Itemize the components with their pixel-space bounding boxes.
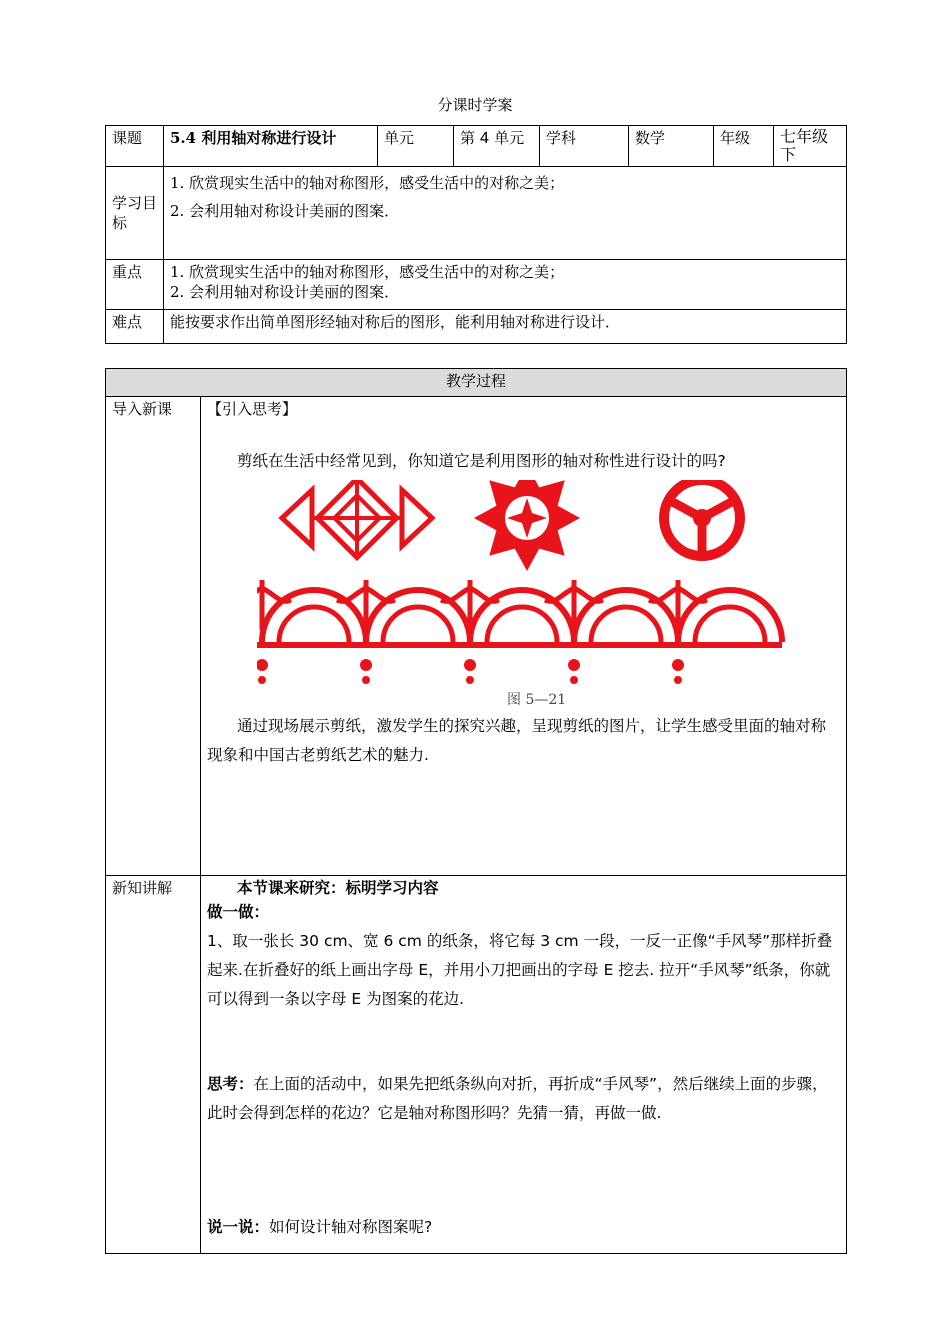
wheel-icon xyxy=(664,480,740,556)
page-title: 分课时学案 xyxy=(437,96,513,114)
goals-cell xyxy=(164,167,847,260)
new-label: 新知讲解 xyxy=(106,876,201,1254)
key-label: 重点 xyxy=(106,260,164,310)
intro-question: 剪纸在生活中经常见到，你知道它是利用图形的轴对称性进行设计的吗? xyxy=(237,452,726,470)
goal-item: 1. 欣赏现实生活中的轴对称图形，感受生活中的对称之美； xyxy=(170,174,565,192)
say-label: 说一说： xyxy=(207,1218,270,1236)
flower-border-icon xyxy=(257,580,782,684)
subject-label: 学科 xyxy=(540,126,629,167)
new-cell xyxy=(201,876,847,1254)
say-text: 如何设计轴对称图案呢? xyxy=(269,1218,433,1236)
intro-heading: 【引入思考】 xyxy=(207,400,298,418)
topic-label: 课题 xyxy=(106,126,164,167)
do-text: 1、取一张长 30 cm、宽 6 cm 的纸条，将它每 3 cm 一段，一反一正像“手风琴”那样折叠起来.在折叠好的纸上画出字母 E，并用小刀把画出的字母 E 挖去. 拉开“手风琴”纸条，你就可以得到一条以字母 E 为图案的花边. xyxy=(207,932,833,1008)
info-table xyxy=(105,125,847,344)
do-label: 做一做： xyxy=(207,903,270,921)
figure-caption: 图 5—21 xyxy=(507,692,567,708)
think-text: 在上面的活动中，如果先把纸条纵向对折，再折成“手风琴”，然后继续上面的步骤，此时会得到怎样的花边？它是轴对称图形吗？先猜一猜，再做一做. xyxy=(207,1075,828,1122)
grade-value: 七年级下 xyxy=(774,126,847,167)
key-item: 1. 欣赏现实生活中的轴对称图形，感受生活中的对称之美； xyxy=(170,263,565,281)
intro-text: 通过现场展示剪纸，激发学生的探究兴趣，呈现剪纸的图片，让学生感受里面的轴对称现象和中国古老剪纸艺术的魅力. xyxy=(207,717,827,764)
subject-value: 数学 xyxy=(629,126,714,167)
topic-value: 5.4 利用轴对称进行设计 xyxy=(164,126,378,167)
goal-item: 2. 会利用轴对称设计美丽的图案． xyxy=(170,202,400,220)
unit-label: 单元 xyxy=(378,126,454,167)
grade-label: 年级 xyxy=(714,126,774,167)
new-heading: 本节课来研究：标明学习内容 xyxy=(237,879,439,897)
chinese-knot-icon xyxy=(282,480,432,558)
process-table xyxy=(105,368,847,1254)
difficulty-value: 能按要求作出简单图形经轴对称后的图形，能利用轴对称进行设计． xyxy=(164,310,847,344)
key-item: 2. 会利用轴对称设计美丽的图案． xyxy=(170,283,400,301)
intro-label: 导入新课 xyxy=(106,397,201,876)
difficulty-label: 难点 xyxy=(106,310,164,344)
goals-label: 学习目标 xyxy=(106,167,164,260)
process-header: 教学过程 xyxy=(106,369,847,397)
think-paragraph xyxy=(207,1070,840,1128)
paper-cut-figure xyxy=(257,480,797,710)
think-label: 思考： xyxy=(207,1075,254,1093)
key-cell xyxy=(164,260,847,310)
star-flower-icon xyxy=(475,480,579,570)
say-paragraph xyxy=(207,1213,840,1242)
intro-cell xyxy=(201,397,847,876)
unit-value: 第 4 单元 xyxy=(454,126,540,167)
